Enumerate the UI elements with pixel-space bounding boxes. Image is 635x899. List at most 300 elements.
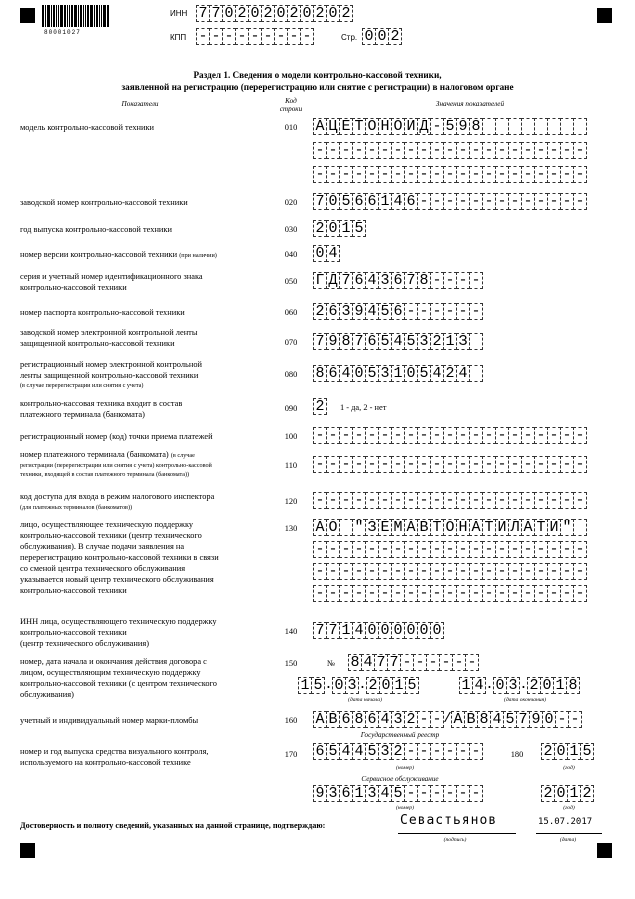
char-cell: -: [508, 142, 522, 159]
char-cell: -: [469, 303, 483, 320]
char-cell: -: [573, 166, 587, 183]
code-020: 020: [284, 198, 298, 207]
label-120: код доступа для входа в режим налогового инспектора: [20, 492, 215, 501]
char-cell: 1: [443, 333, 457, 350]
caption-service-year: (год): [563, 805, 575, 811]
char-cell: -: [482, 166, 496, 183]
char-cell: 5: [405, 677, 419, 694]
char-cell: 4: [430, 365, 444, 382]
date-separator: .: [324, 677, 333, 693]
field-010-line2[interactable]: [313, 142, 586, 159]
field-030[interactable]: [313, 220, 365, 237]
char-cell: 3: [365, 785, 379, 802]
char-cell: -: [456, 193, 470, 210]
char-cell: 6: [313, 743, 327, 760]
char-cell: -: [339, 427, 353, 444]
char-cell: 6: [404, 193, 418, 210]
char-cell: -: [365, 541, 379, 558]
label-140-line2: контрольно-кассовой техники: [20, 628, 127, 637]
char-cell: 7: [352, 333, 366, 350]
char-cell: -: [521, 563, 535, 580]
char-cell: 2: [404, 711, 418, 728]
char-cell: Т: [430, 519, 444, 536]
char-cell: -: [222, 28, 236, 45]
char-cell: -: [560, 563, 574, 580]
code-120: 120: [284, 497, 298, 506]
char-cell: 0: [417, 622, 431, 639]
char-cell: [508, 118, 522, 135]
char-cell: -: [391, 456, 405, 473]
char-cell: 6: [326, 365, 340, 382]
char-cell: -: [534, 166, 548, 183]
char-cell: -: [404, 541, 418, 558]
char-cell: -: [430, 492, 444, 509]
char-cell: 0: [430, 622, 444, 639]
char-cell: -: [313, 166, 327, 183]
char-cell: -: [365, 456, 379, 473]
char-cell: -: [339, 142, 353, 159]
char-cell: 3: [378, 743, 392, 760]
char-cell: -: [573, 492, 587, 509]
label-080-line2: ленты защищенной контрольно-кассовой техники: [20, 371, 199, 380]
char-cell: 0: [554, 743, 568, 760]
char-cell: -: [439, 654, 453, 671]
char-cell: [560, 118, 574, 135]
char-cell: И: [404, 118, 418, 135]
char-cell: 0: [222, 5, 236, 22]
char-cell: 2: [235, 5, 249, 22]
inn-label: ИНН: [170, 9, 188, 18]
char-cell: 6: [365, 711, 379, 728]
char-cell: 3: [326, 785, 340, 802]
char-cell: 7: [387, 654, 401, 671]
char-cell: [469, 365, 483, 382]
char-cell: 2: [541, 743, 555, 760]
field-150-end-date[interactable]: [459, 677, 579, 694]
kpp-field[interactable]: [196, 28, 313, 45]
char-cell: 4: [361, 654, 375, 671]
label-130-line7: контрольно-кассовой техники: [20, 586, 127, 595]
char-cell: -: [456, 166, 470, 183]
code-180: 180: [510, 750, 524, 759]
field-020[interactable]: [313, 193, 586, 210]
char-cell: -: [378, 166, 392, 183]
char-cell: -: [482, 142, 496, 159]
char-cell: -: [495, 492, 509, 509]
field-160[interactable]: [313, 711, 581, 728]
char-cell: Д: [326, 272, 340, 289]
char-cell: 6: [339, 711, 353, 728]
field-040[interactable]: [313, 245, 339, 262]
char-cell: 5: [417, 365, 431, 382]
char-cell: 4: [391, 333, 405, 350]
char-cell: -: [547, 142, 561, 159]
date-line: [536, 833, 602, 834]
char-cell: -: [456, 541, 470, 558]
char-cell: -: [417, 456, 431, 473]
field-170-service-number[interactable]: [313, 785, 482, 802]
field-010-line1[interactable]: [313, 118, 586, 135]
label-050-line2: контрольно-кассовой техники: [20, 283, 127, 292]
char-cell: 5: [352, 220, 366, 237]
char-cell: 2: [527, 677, 541, 694]
char-cell: -: [495, 193, 509, 210]
char-cell: 0: [554, 785, 568, 802]
caption-registry-number: (номер): [396, 765, 414, 771]
char-cell: -: [417, 492, 431, 509]
char-cell: Г: [313, 272, 327, 289]
char-cell: -: [391, 142, 405, 159]
char-cell: -: [430, 541, 444, 558]
char-cell: -: [352, 585, 366, 602]
char-cell: -: [573, 563, 587, 580]
char-cell: 7: [339, 272, 353, 289]
char-cell: -: [404, 427, 418, 444]
field-080[interactable]: [313, 365, 482, 382]
char-cell: 4: [472, 677, 486, 694]
char-cell: 5: [326, 743, 340, 760]
char-cell: -: [352, 541, 366, 558]
char-cell: -: [430, 272, 444, 289]
char-cell: -: [430, 711, 444, 728]
caption-start-date: (дата начала): [348, 697, 382, 703]
char-cell: -: [391, 166, 405, 183]
char-cell: ": [560, 519, 574, 536]
char-cell: 2: [388, 28, 402, 45]
char-cell: Т: [352, 118, 366, 135]
char-cell: -: [404, 743, 418, 760]
field-110[interactable]: [313, 456, 586, 473]
char-cell: -: [378, 541, 392, 558]
label-150-line3: контрольно-кассовой техники (с центром технического: [20, 679, 217, 688]
label-070-line2: защищенной контрольно-кассовой техники: [20, 339, 175, 348]
char-cell: 5: [378, 303, 392, 320]
field-170-registry-number[interactable]: [313, 743, 482, 760]
char-cell: -: [404, 563, 418, 580]
field-130-line3[interactable]: [313, 563, 586, 580]
char-cell: -: [430, 563, 444, 580]
char-cell: -: [326, 427, 340, 444]
char-cell: 5: [391, 785, 405, 802]
char-cell: -: [404, 785, 418, 802]
label-070-line1: заводской номер электронной контрольной ленты: [20, 328, 198, 337]
char-cell: -: [456, 785, 470, 802]
char-cell: 7: [209, 5, 223, 22]
char-cell: -: [443, 303, 457, 320]
char-cell: -: [313, 427, 327, 444]
char-cell: -: [378, 492, 392, 509]
char-cell: -: [443, 785, 457, 802]
field-090[interactable]: [313, 398, 326, 415]
corner-marker-bottom-left: [20, 843, 35, 858]
char-cell: -: [430, 303, 444, 320]
label-160: учетный и индивидуальный номер марки-пломбы: [20, 716, 199, 725]
char-cell: -: [534, 563, 548, 580]
char-cell: 8: [469, 118, 483, 135]
char-cell: 0: [540, 677, 554, 694]
char-cell: -: [443, 492, 457, 509]
char-cell: -: [560, 585, 574, 602]
char-cell: О: [391, 118, 405, 135]
section-title-line1: Раздел 1. Сведения о модели контрольно-кассовой техники,: [193, 70, 442, 80]
char-cell: -: [417, 563, 431, 580]
code-100: 100: [284, 432, 298, 441]
char-cell: -: [573, 427, 587, 444]
char-cell: 4: [365, 272, 379, 289]
char-cell: 8: [566, 677, 580, 694]
char-cell: 2: [261, 5, 275, 22]
char-cell: -: [443, 272, 457, 289]
char-cell: -: [313, 585, 327, 602]
char-cell: 0: [274, 5, 288, 22]
char-cell: -: [430, 427, 444, 444]
char-cell: -: [430, 585, 444, 602]
char-cell: 3: [378, 272, 392, 289]
char-cell: И: [495, 519, 509, 536]
char-cell: -: [313, 541, 327, 558]
char-cell: -: [274, 28, 288, 45]
char-cell: -: [482, 456, 496, 473]
char-cell: -: [482, 563, 496, 580]
label-120-note: (для платежных терминалов (банкоматов)): [20, 504, 133, 511]
char-cell: -: [456, 743, 470, 760]
char-cell: -: [547, 585, 561, 602]
char-cell: -: [430, 456, 444, 473]
code-090: 090: [284, 404, 298, 413]
char-cell: -: [560, 193, 574, 210]
code-150: 150: [284, 659, 298, 668]
char-cell: -: [573, 541, 587, 558]
char-cell: -: [287, 28, 301, 45]
char-cell: 7: [313, 333, 327, 350]
char-cell: 3: [391, 711, 405, 728]
char-cell: 8: [313, 365, 327, 382]
char-cell: -: [443, 743, 457, 760]
date-separator: .: [485, 677, 494, 693]
field-150-contract-number[interactable]: [348, 654, 478, 671]
code-130: 130: [284, 524, 298, 533]
char-cell: -: [560, 492, 574, 509]
char-cell: 6: [365, 193, 379, 210]
char-cell: -: [326, 585, 340, 602]
label-100: регистрационный номер (код) точки приема платежей: [20, 432, 213, 441]
char-cell: 7: [313, 193, 327, 210]
char-cell: 1: [392, 677, 406, 694]
char-cell: -: [495, 563, 509, 580]
field-070[interactable]: [313, 333, 482, 350]
char-cell: -: [417, 541, 431, 558]
label-170-line1: номер и год выпуска средства визуального контроля,: [20, 747, 209, 756]
char-cell: 0: [326, 5, 340, 22]
char-cell: 3: [417, 333, 431, 350]
signature[interactable]: Севастьянов: [400, 813, 498, 828]
char-cell: 0: [326, 220, 340, 237]
column-header-indicators: Показатели: [121, 100, 159, 108]
char-cell: 0: [378, 622, 392, 639]
char-cell: -: [313, 456, 327, 473]
char-cell: -: [508, 166, 522, 183]
char-cell: 4: [391, 193, 405, 210]
char-cell: 4: [326, 245, 340, 262]
inn-field[interactable]: [196, 5, 352, 22]
date-separator: .: [519, 677, 528, 693]
char-cell: -: [417, 166, 431, 183]
char-cell: 9: [326, 333, 340, 350]
char-cell: -: [495, 585, 509, 602]
char-cell: 5: [365, 365, 379, 382]
char-cell: 7: [326, 622, 340, 639]
char-cell: -: [326, 541, 340, 558]
field-130-line2[interactable]: [313, 541, 586, 558]
field-150-start-date[interactable]: [298, 677, 418, 694]
char-cell: -: [443, 456, 457, 473]
char-cell: 0: [404, 622, 418, 639]
char-cell: -: [547, 427, 561, 444]
label-110: номер платежного терминала (банкомата) (в случае: [20, 450, 195, 459]
corner-marker-top-right: [597, 8, 612, 23]
char-cell: -: [313, 492, 327, 509]
field-010-line3[interactable]: [313, 166, 586, 183]
char-cell: -: [339, 492, 353, 509]
char-cell: 1: [352, 785, 366, 802]
char-cell: -: [482, 541, 496, 558]
char-cell: -: [352, 142, 366, 159]
char-cell: -: [339, 563, 353, 580]
contract-number-sign: №: [327, 659, 335, 668]
char-cell: -: [417, 785, 431, 802]
char-cell: 9: [529, 711, 543, 728]
char-cell: 1: [553, 677, 567, 694]
char-cell: -: [443, 563, 457, 580]
corner-marker-bottom-right: [597, 843, 612, 858]
barcode: [42, 5, 120, 27]
code-040: 040: [284, 250, 298, 259]
char-cell: 2: [313, 303, 327, 320]
char-cell: 0: [391, 622, 405, 639]
char-cell: 8: [339, 333, 353, 350]
char-cell: -: [521, 193, 535, 210]
char-cell: 4: [352, 743, 366, 760]
signature-date[interactable]: 15.07.2017: [538, 817, 593, 827]
char-cell: -: [430, 785, 444, 802]
char-cell: -: [456, 303, 470, 320]
char-cell: -: [196, 28, 210, 45]
char-cell: -: [365, 492, 379, 509]
char-cell: 5: [339, 193, 353, 210]
char-cell: -: [391, 541, 405, 558]
char-cell: 9: [456, 118, 470, 135]
char-cell: -: [430, 142, 444, 159]
char-cell: -: [456, 272, 470, 289]
char-cell: -: [482, 492, 496, 509]
char-cell: 7: [196, 5, 210, 22]
char-cell: 5: [580, 743, 594, 760]
char-cell: 5: [404, 333, 418, 350]
char-cell: -: [547, 563, 561, 580]
code-060: 060: [284, 308, 298, 317]
char-cell: 6: [326, 303, 340, 320]
label-010: модель контрольно-кассовой техники: [20, 123, 155, 132]
char-cell: 0: [313, 245, 327, 262]
field-130-line4[interactable]: [313, 585, 586, 602]
char-cell: -: [417, 585, 431, 602]
char-cell: -: [430, 743, 444, 760]
char-cell: -: [495, 142, 509, 159]
char-cell: -: [469, 427, 483, 444]
char-cell: 0: [332, 677, 346, 694]
field-060[interactable]: [313, 303, 482, 320]
char-cell: 4: [378, 711, 392, 728]
char-cell: 5: [311, 677, 325, 694]
char-cell: [573, 118, 587, 135]
char-cell: Т: [534, 519, 548, 536]
field-140[interactable]: [313, 622, 443, 639]
char-cell: -: [352, 492, 366, 509]
char-cell: 2: [430, 333, 444, 350]
char-cell: 1: [339, 622, 353, 639]
char-cell: 0: [493, 677, 507, 694]
char-cell: -: [339, 456, 353, 473]
char-cell: [339, 519, 353, 536]
field-050[interactable]: [313, 272, 482, 289]
label-170-line2: используемого на контрольно-кассовой технике: [20, 758, 191, 767]
char-cell: -: [534, 142, 548, 159]
field-120[interactable]: [313, 492, 586, 509]
field-130-line1[interactable]: [313, 519, 586, 536]
char-cell: -: [456, 585, 470, 602]
char-cell: -: [404, 585, 418, 602]
caption-end-date: (дата окончания): [503, 697, 547, 703]
char-cell: -: [456, 563, 470, 580]
char-cell: -: [326, 563, 340, 580]
field-100[interactable]: [313, 427, 586, 444]
char-cell: 6: [352, 193, 366, 210]
char-cell: З: [365, 519, 379, 536]
field-180-registry-year[interactable]: [541, 743, 593, 760]
char-cell: 0: [404, 365, 418, 382]
char-cell: -: [313, 142, 327, 159]
char-cell: -: [391, 427, 405, 444]
service-title: Сервисное обслуживание: [361, 775, 439, 783]
page-number-field[interactable]: [362, 28, 401, 45]
char-cell: -: [456, 492, 470, 509]
char-cell: В: [417, 519, 431, 536]
char-cell: 1: [378, 193, 392, 210]
char-cell: -: [573, 142, 587, 159]
hint-090: 1 - да, 2 - нет: [340, 403, 387, 412]
char-cell: 5: [378, 333, 392, 350]
char-cell: -: [547, 193, 561, 210]
char-cell: А: [313, 519, 327, 536]
char-cell: -: [365, 166, 379, 183]
char-cell: -: [534, 492, 548, 509]
char-cell: 2: [313, 5, 327, 22]
char-cell: -: [391, 492, 405, 509]
char-cell: -: [456, 456, 470, 473]
char-cell: -: [352, 563, 366, 580]
char-cell: -: [521, 585, 535, 602]
char-cell: 6: [391, 272, 405, 289]
code-160: 160: [284, 716, 298, 725]
char-cell: -: [352, 427, 366, 444]
code-080: 080: [284, 370, 298, 379]
char-cell: -: [443, 427, 457, 444]
char-cell: -: [508, 427, 522, 444]
char-cell: Н: [456, 519, 470, 536]
field-180-service-year[interactable]: [541, 785, 593, 802]
char-cell: 3: [506, 677, 520, 694]
char-cell: -: [469, 272, 483, 289]
